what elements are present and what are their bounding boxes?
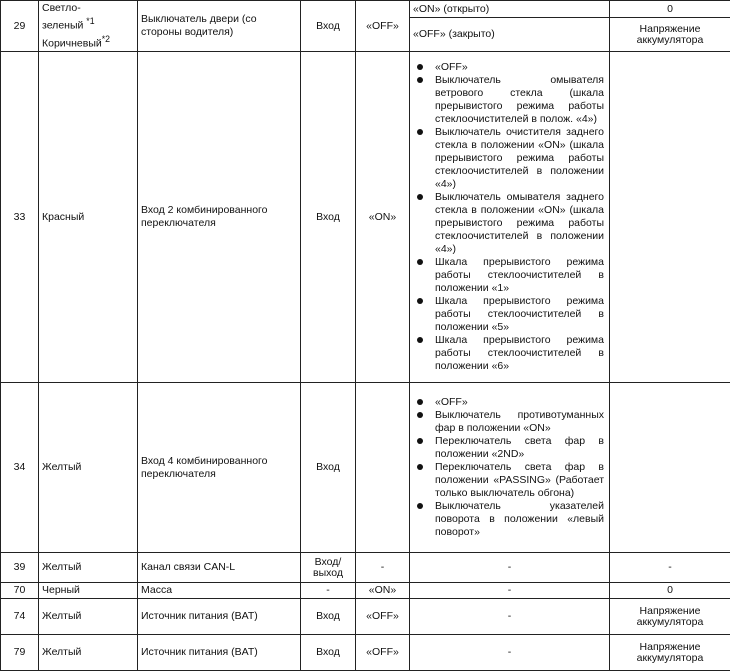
measured-value: 0 [610,583,730,599]
measured-value: 0 [610,1,730,18]
signal-description: Масса [138,583,301,599]
signal-description: Источник питания (BAT) [138,635,301,671]
measured-value [610,52,730,383]
condition-text: «OFF» [435,396,468,408]
list-item [413,295,604,334]
condition-list [410,383,610,553]
condition: - [410,635,610,671]
bullet-icon [417,77,423,83]
bullet-icon [417,399,423,405]
measured-value: - [610,553,730,583]
signal-direction: Вход [301,1,356,52]
bullet-icon [417,438,423,444]
table-row-39 [1,553,730,583]
condition: «ON» (открыто) [410,1,610,18]
measured-value: Напряжение аккумулятора [610,599,730,635]
condition-text: Выключатель омывателя заднего стекла в положении «ON» (шкала прерывистого режима работы стеклоочистителей в положении «4») [435,191,604,255]
bullet-icon [417,194,423,200]
wire-color: Желтый [39,553,138,583]
signal-description: Канал связи CAN-L [138,553,301,583]
condition-text: Выключатель указателей поворота в положении «левый поворот» [435,500,604,538]
pin-number: 79 [1,635,39,671]
bullet-icon [417,412,423,418]
bullet-icon [417,64,423,70]
signal-direction: Вход [301,52,356,383]
signal-direction: Вход [301,599,356,635]
condition-text: Переключатель света фар в положении «PASSING» (Работает только выключатель обгона) [435,461,604,499]
ignition-state: - [356,553,410,583]
list-item [413,256,604,295]
list-item [413,396,604,409]
condition-text: Шкала прерывистого режима работы стеклоочистителей в положении «1» [435,256,604,294]
table-row-29 [1,1,730,18]
pin-number: 74 [1,599,39,635]
condition-text: Выключатель противотуманных фар в положении «ON» [435,409,604,434]
list-item [413,461,604,500]
condition-text: Шкала прерывистого режима работы стеклоочистителей в положении «6» [435,334,604,372]
pin-number: 29 [1,1,39,52]
signal-direction: - [301,583,356,599]
list-item [413,409,604,435]
signal-description: Выключатель двери (со стороны водителя) [138,1,301,52]
wire-color: Желтый [39,635,138,671]
measured-value: Напряжение аккумулятора [610,18,730,52]
list-item [413,435,604,461]
bullet-icon [417,259,423,265]
pin-number: 33 [1,52,39,383]
signal-direction: Вход/ выход [301,553,356,583]
list-item [413,61,604,74]
table-row-34 [1,383,730,553]
measured-value [610,383,730,553]
table-row-79 [1,635,730,671]
signal-direction: Вход [301,383,356,553]
bullet-icon [417,129,423,135]
wire-color: Черный [39,583,138,599]
ignition-state: «OFF» [356,599,410,635]
ignition-state: «OFF» [356,1,410,52]
condition-text: Шкала прерывистого режима работы стеклоочистителей в положении «5» [435,295,604,333]
condition-text: Выключатель омывателя ветрового стекла (шкала прерывистого режима работы стеклоочистителей в полож. «4») [435,74,604,125]
wire-color: Желтый [39,599,138,635]
table-row-33 [1,52,730,383]
condition-text: «OFF» [435,61,468,73]
list-item [413,500,604,539]
list-item [413,334,604,373]
table-row-74 [1,599,730,635]
signal-description: Вход 4 комбинированного переключателя [138,383,301,553]
wire-color-line1: Светло- [42,2,81,14]
condition: - [410,583,610,599]
pin-number: 39 [1,553,39,583]
wire-color-line2: зеленый [42,20,83,32]
list-item [413,191,604,256]
list-item [413,74,604,126]
pin-number: 34 [1,383,39,553]
bullet-icon [417,337,423,343]
condition-text: Выключатель очистителя заднего стекла в положении «ON» (шкала прерывистого режима работы стеклоочистителей в положении «4») [435,126,604,190]
measured-value: Напряжение аккумулятора [610,635,730,671]
wire-footnote-1: *1 [86,16,94,26]
condition: - [410,553,610,583]
list-item [413,126,604,191]
condition: - [410,599,610,635]
condition-list [410,52,610,383]
wire-footnote-2: *2 [102,34,110,44]
condition-text: Переключатель света фар в положении «2ND» [435,435,604,460]
signal-description: Вход 2 комбинированного переключателя [138,52,301,383]
wire-color-line3: Коричневый [42,37,102,49]
ignition-state: «ON» [356,583,410,599]
bullet-icon [417,503,423,509]
bullet-icon [417,298,423,304]
signal-description: Источник питания (BAT) [138,599,301,635]
bullet-icon [417,464,423,470]
wire-color [39,1,138,52]
ignition-state: «OFF» [356,635,410,671]
wire-color: Желтый [39,383,138,553]
ignition-state: «ON» [356,52,410,383]
wire-color: Красный [39,52,138,383]
table-row-70 [1,583,730,599]
ignition-state [356,383,410,553]
pin-number: 70 [1,583,39,599]
condition: «OFF» (закрыто) [410,18,610,52]
signal-direction: Вход [301,635,356,671]
